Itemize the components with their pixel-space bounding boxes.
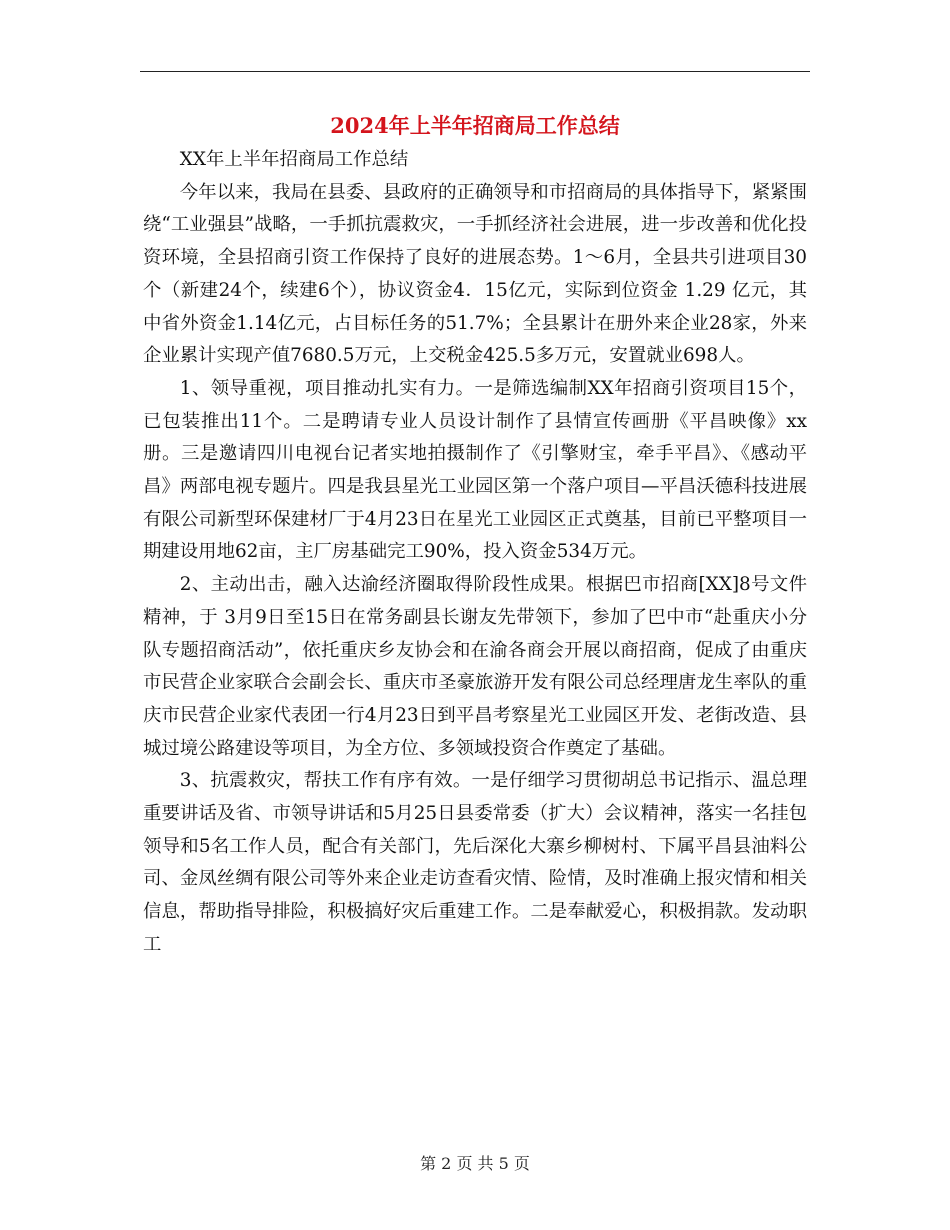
body-paragraph-intro: 今年以来，我局在县委、县政府的正确领导和市招商局的具体指导下，紧紧围绕“工业强县”战略，一手抓抗震救灾，一手抓经济社会进展，进一步改善和优化投资环境，全县招商引资工作保持了良好的进展态势。1～6月，全县共引进项目30个（新建24个，续建6个），协议资金4．15亿元，实际到位资金 1.29 亿元，其中省外资金1.14亿元，占目标任务的51.7%；全县累计在册外来企业28家，外来企业累计实现产值7680.5万元，上交税金425.5多万元，安置就业698人。 xyxy=(143,181,807,367)
subtitle-paragraph: XX年上半年招商局工作总结 xyxy=(179,149,409,170)
body-paragraph-3: 3、抗震救灾，帮扶工作有序有效。一是仔细学习贯彻胡总书记指示、温总理重要讲话及省、市领导讲话和5月25日县委常委（扩大）会议精神，落实一名挂包领导和5名工作人员，配合有关部门，先后深化大寨乡柳树村、下属平昌县油料公司、金凤丝绸有限公司等外来企业走访查看灾情、险情，及时准确上报灾情和相关信息，帮助指导排险，积极搞好灾后重建工作。二是奉献爱心，积极捐款。发动职工 xyxy=(143,770,807,955)
body-paragraph-1: 1、领导重视，项目推动扎实有力。一是筛选编制XX年招商引资项目15个，已包装推出11个。二是聘请专业人员设计制作了县情宣传画册《平昌映像》xx册。三是邀请四川电视台记者实地拍摄制作了《引擎财宝，牵手平昌》、《感动平昌》两部电视专题片。四是我县星光工业园区第一个落户项目—平昌沃德科技进展有限公司新型环保建材厂于4月23日在星光工业园区正式奠基，目前已平整项目一期建设用地62亩，主厂房基础完工90%，投入资金534万元。 xyxy=(143,377,807,563)
document-body xyxy=(143,144,807,962)
document-title: 2024年上半年招商局工作总结 xyxy=(330,113,620,138)
page-number-footer: 第 2 页 共 5 页 xyxy=(420,1154,530,1173)
header-rule xyxy=(140,71,810,72)
body-paragraph-2: 2、主动出击，融入达渝经济圈取得阶段性成果。根据巴市招商[XX]8号文件精神，于 3月9日至15日在常务副县长谢友先带领下，参加了巴中市“赴重庆小分队专题招商活动”，依托重庆乡友协会和在渝各商会开展以商招商，促成了由重庆市民营企业家联合会副会长、重庆市圣豪旅游开发有限公司总经理唐龙生率队的重庆市民营企业家代表团一行4月23日到平昌考察星光工业园区开发、老街改造、县城过境公路建设等项目，为全方位、多领域投资合作奠定了基础。 xyxy=(143,574,807,759)
